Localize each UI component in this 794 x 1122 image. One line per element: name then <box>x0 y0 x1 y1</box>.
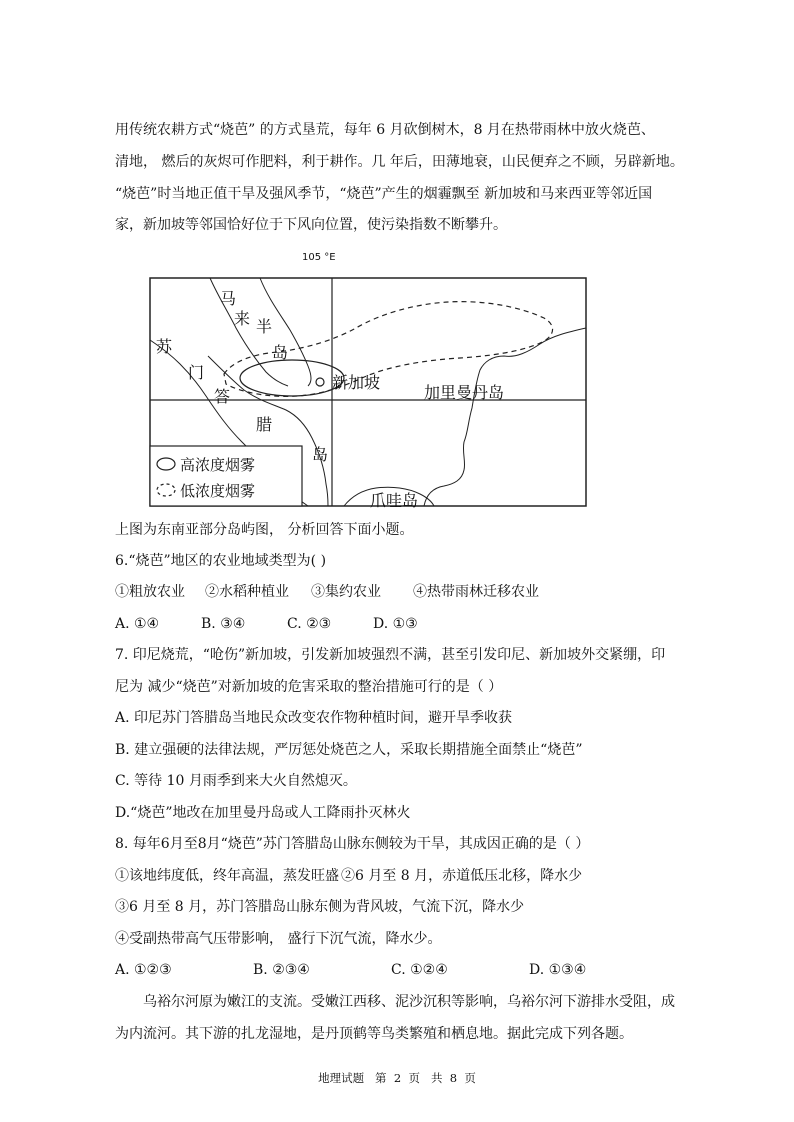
q8-item-4: ④受副热带高气压带影响， 盛行下沉气流，降水少。 <box>115 931 442 947</box>
kalimantan-label: 加里曼丹岛 <box>424 383 505 402</box>
singapore-label: 新加坡 <box>332 373 381 392</box>
passage1-line-4: 家，新加坡等邻国恰好位于下风向位置，使污染指数不断攀升。 <box>115 217 507 233</box>
q6-option-a: A. ①④ <box>115 616 160 632</box>
q8-item-2: ②6 月至 8 月，赤道低压北移，降水少 <box>341 868 583 884</box>
java-label: 爪哇岛 <box>370 491 419 510</box>
legend-low-label: 低浓度烟雾 <box>180 482 256 500</box>
malay-label-4: 岛 <box>272 343 289 362</box>
sumatra-label-5: 岛 <box>312 445 329 464</box>
q8-option-b: B. ②③④ <box>253 962 310 978</box>
legend-high-label: 高浓度烟雾 <box>180 456 256 474</box>
map-intro: 上图为东南亚部分岛屿图， 分析回答下面小题。 <box>115 522 414 538</box>
q6-item-4: ④热带雨林迁移农业 <box>413 584 539 600</box>
q6-item-1: ①粗放农业 <box>115 584 185 600</box>
malay-label-2: 来 <box>234 309 251 328</box>
sumatra-label-3: 答 <box>214 387 231 406</box>
q6-items <box>115 582 539 602</box>
q8-item-3: ③6 月至 8 月，苏门答腊岛山脉东侧为背风坡，气流下沉，降水少 <box>115 899 525 915</box>
q7-option-a: A. 印尼苏门答腊岛当地民众改变农作物种植时间，避开旱季收获 <box>115 710 513 726</box>
passage2-line-2: 为内流河。其下游的扎龙湿地，是丹顶鹤等鸟类繁殖和栖息地。据此完成下列各题。 <box>115 1026 633 1042</box>
passage1-line-3: “烧芭”时当地正值干旱及强风季节，“烧芭”产生的烟霾飘至 新加坡和马来西亚等邻近国 <box>115 186 653 202</box>
q6-options <box>115 614 418 634</box>
q8-options <box>115 960 586 980</box>
page-footer: 地理试题 第 2 页 共 8 页 <box>318 1071 476 1085</box>
passage2-line-1: 乌裕尔河原为嫩江的支流。受嫩江西移、泥沙沉积等影响，乌裕尔河下游排水受阻，成 <box>143 994 675 1010</box>
q8-option-a: A. ①②③ <box>115 962 172 978</box>
q7-stem-line-2: 尼为 减少“烧芭”对新加坡的危害采取的整治措施可行的是（ ） <box>115 679 503 695</box>
sumatra-label-4: 腊 <box>256 415 273 434</box>
q8-option-d: D. ①③④ <box>529 962 587 978</box>
q7-option-d: D.“烧芭”地改在加里曼丹岛或人工降雨扑灭林火 <box>115 805 411 821</box>
q8-option-c: C. ①②④ <box>391 962 448 978</box>
q6-item-3: ③集约农业 <box>311 584 381 600</box>
q7-stem-line-1: 7. 印尼烧荒，“呛伤”新加坡，引发新加坡强烈不满，甚至引发印尼、新加坡外交紧绷，印 <box>115 647 666 663</box>
q6-option-c: C. ②③ <box>287 616 332 632</box>
q6-option-b: B. ③④ <box>201 616 246 632</box>
passage1-line-1: 用传统农耕方式“烧芭” 的方式垦荒，每年 6 月砍倒树木，8 月在热带雨林中放火烧芭、 <box>115 122 655 138</box>
sumatra-label-1: 苏 <box>156 337 173 356</box>
q8-stem: 8. 每年6月至8月“烧芭”苏门答腊岛山脉东侧较为干旱，其成因正确的是（ ） <box>115 836 590 852</box>
sumatra-label-2: 门 <box>188 363 205 382</box>
q6-option-d: D. ①③ <box>373 616 418 632</box>
map-legend <box>150 446 302 506</box>
q6-stem: 6.“烧芭”地区的农业地域类型为( ) <box>115 553 327 569</box>
southeast-asia-map <box>148 244 588 510</box>
q8-items-row-1 <box>115 866 582 886</box>
q7-option-b: B. 建立强硬的法律法规，严厉惩处烧芭之人，采取长期措施全面禁止“烧芭” <box>115 742 583 758</box>
q7-option-c: C. 等待 10 月雨季到来大火自然熄灭。 <box>115 773 357 789</box>
q8-item-1: ①该地纬度低，终年高温，蒸发旺盛 <box>115 868 339 884</box>
malay-label-3: 半 <box>256 317 273 336</box>
q6-item-2: ②水稻种植业 <box>205 584 289 600</box>
passage1-line-2: 清地， 燃后的灰烬可作肥料，利于耕作。几 年后，田薄地衰，山民便弃之不顾，另辟新地。 <box>115 154 684 170</box>
malay-label-1: 马 <box>220 289 237 308</box>
kalimantan-coast <box>424 328 586 506</box>
longitude-label: 105 °E <box>302 252 336 263</box>
singapore-marker <box>316 378 324 386</box>
